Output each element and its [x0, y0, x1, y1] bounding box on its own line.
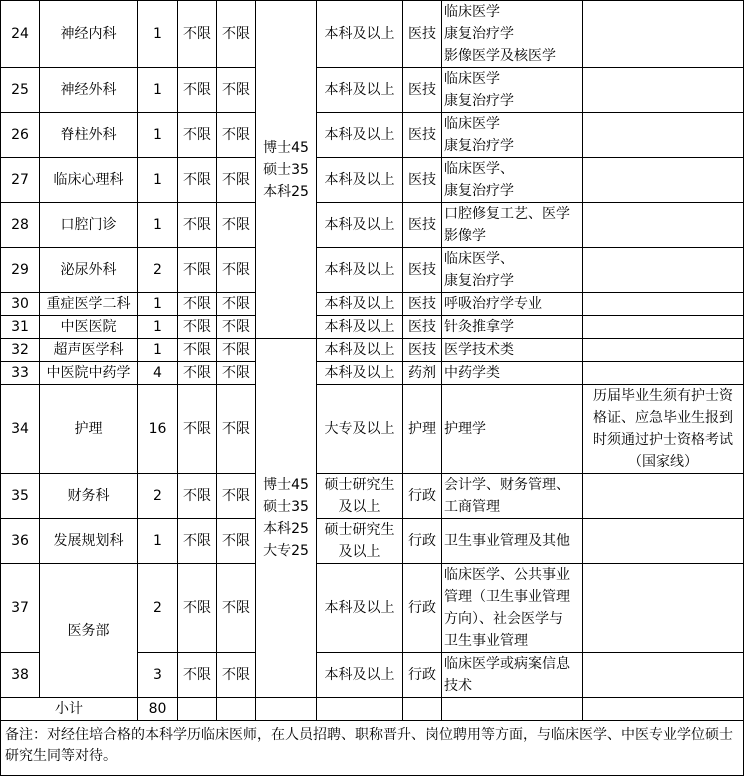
row-number: 26: [1, 113, 40, 158]
empty-cell: [178, 698, 217, 721]
headcount-cell: 1: [138, 339, 178, 362]
education-cell: 本科及以上: [317, 203, 403, 248]
headcount-cell: 1: [138, 68, 178, 113]
gender-cell: 不限: [217, 564, 256, 653]
empty-cell: [583, 698, 744, 721]
row-number: 31: [1, 316, 40, 339]
cell-line: 历届毕业生须有护士资: [593, 388, 733, 404]
cell-line: 本科25: [263, 521, 309, 537]
gender-cell: 不限: [217, 113, 256, 158]
education-cell: [317, 474, 403, 519]
empty-cell: [317, 698, 403, 721]
department-cell: 发展规划科: [40, 519, 138, 564]
age-cell: 不限: [178, 248, 217, 293]
cell-line: 技术: [444, 678, 472, 694]
cell-line: 会计学、财务管理、: [444, 477, 570, 493]
table-row: [1, 339, 744, 362]
category-cell: 行政: [403, 564, 442, 653]
row-number: 38: [1, 653, 40, 698]
cell-line: 康复治疗学: [444, 183, 514, 199]
table-row: [1, 564, 744, 653]
remark-cell: [583, 158, 744, 203]
education-cell: 本科及以上: [317, 113, 403, 158]
category-cell: 医技: [403, 316, 442, 339]
score-cell-group1: [256, 1, 317, 339]
table-row: [1, 519, 744, 564]
gender-cell: 不限: [217, 293, 256, 316]
remark-cell: [583, 113, 744, 158]
table-row: [1, 68, 744, 113]
row-number: 37: [1, 564, 40, 653]
empty-cell: [442, 698, 583, 721]
age-cell: 不限: [178, 316, 217, 339]
major-cell: [442, 1, 583, 68]
age-cell: 不限: [178, 653, 217, 698]
cell-line: 临床医学或病案信息: [444, 656, 570, 672]
major-cell: [442, 339, 583, 362]
cell-line: 临床医学、: [444, 161, 514, 177]
age-cell: 不限: [178, 339, 217, 362]
education-cell: 本科及以上: [317, 653, 403, 698]
cell-line: 医学技术类: [444, 342, 514, 358]
category-cell: 医技: [403, 203, 442, 248]
remark-cell: [583, 385, 744, 474]
gender-cell: 不限: [217, 203, 256, 248]
remark-cell: [583, 339, 744, 362]
cell-line: 影像学: [444, 228, 486, 244]
gender-cell: 不限: [217, 248, 256, 293]
headcount-cell: 4: [138, 362, 178, 385]
row-number: 27: [1, 158, 40, 203]
table-body: [1, 1, 744, 776]
remark-cell: [583, 362, 744, 385]
table-row: [1, 474, 744, 519]
category-cell: 行政: [403, 653, 442, 698]
department-cell: 神经外科: [40, 68, 138, 113]
category-cell: 行政: [403, 474, 442, 519]
cell-line: 康复治疗学: [444, 138, 514, 154]
headcount-cell: 3: [138, 653, 178, 698]
row-number: 33: [1, 362, 40, 385]
remark-cell: [583, 68, 744, 113]
department-cell: 脊柱外科: [40, 113, 138, 158]
department-cell: 医务部: [40, 564, 138, 698]
headcount-cell: 16: [138, 385, 178, 474]
cell-line: 口腔修复工艺、医学: [444, 206, 570, 222]
education-cell: 本科及以上: [317, 1, 403, 68]
cell-line: 管理（卫生事业管理: [444, 589, 570, 605]
major-cell: [442, 362, 583, 385]
department-cell: 中医医院: [40, 316, 138, 339]
cell-line: 工商管理: [444, 499, 500, 515]
note-row: [1, 721, 744, 776]
remark-cell: [583, 248, 744, 293]
department-cell: 泌尿外科: [40, 248, 138, 293]
gender-cell: 不限: [217, 362, 256, 385]
headcount-cell: 1: [138, 158, 178, 203]
major-cell: [442, 248, 583, 293]
subtotal-row: [1, 698, 744, 721]
education-cell: 本科及以上: [317, 316, 403, 339]
department-cell: 财务科: [40, 474, 138, 519]
education-cell: 本科及以上: [317, 564, 403, 653]
department-cell: 口腔门诊: [40, 203, 138, 248]
category-cell: 医技: [403, 1, 442, 68]
row-number: 24: [1, 1, 40, 68]
cell-line: 卫生事业管理: [444, 633, 528, 649]
table-row: [1, 248, 744, 293]
row-number: 34: [1, 385, 40, 474]
education-cell: 大专及以上: [317, 385, 403, 474]
empty-cell: [403, 698, 442, 721]
major-cell: [442, 113, 583, 158]
headcount-cell: 1: [138, 293, 178, 316]
score-cell-group2: [256, 339, 317, 698]
empty-cell: [217, 698, 256, 721]
gender-cell: 不限: [217, 1, 256, 68]
row-number: 25: [1, 68, 40, 113]
row-number: 28: [1, 203, 40, 248]
cell-line: 博士45: [263, 477, 309, 493]
cell-line: 呼吸治疗学专业: [444, 296, 542, 312]
cell-line: 卫生事业管理及其他: [444, 533, 570, 549]
cell-line: 硕士35: [263, 161, 309, 178]
category-cell: 医技: [403, 293, 442, 316]
age-cell: 不限: [178, 158, 217, 203]
headcount-cell: 2: [138, 564, 178, 653]
cell-line: 康复治疗学: [444, 26, 514, 42]
cell-line: 及以上: [338, 499, 381, 515]
category-cell: 医技: [403, 158, 442, 203]
cell-line: 中药学类: [444, 365, 500, 381]
row-number: 35: [1, 474, 40, 519]
remark-cell: [583, 1, 744, 68]
remark-cell: [583, 653, 744, 698]
education-cell: [317, 519, 403, 564]
major-cell: [442, 474, 583, 519]
age-cell: 不限: [178, 293, 217, 316]
cell-line: 临床医学、: [444, 251, 514, 267]
headcount-cell: 1: [138, 203, 178, 248]
remark-cell: [583, 316, 744, 339]
major-cell: [442, 293, 583, 316]
empty-cell: [256, 698, 317, 721]
age-cell: 不限: [178, 68, 217, 113]
department-cell: 护理: [40, 385, 138, 474]
major-cell: [442, 385, 583, 474]
table-row: [1, 158, 744, 203]
remark-cell: [583, 293, 744, 316]
cell-line: 临床医学: [444, 4, 500, 20]
cell-line: 时须通过护士资格考试: [593, 432, 733, 448]
cell-line: 康复治疗学: [444, 273, 514, 289]
age-cell: 不限: [178, 519, 217, 564]
headcount-cell: 1: [138, 519, 178, 564]
remark-cell: [583, 519, 744, 564]
row-number: 30: [1, 293, 40, 316]
table-row: [1, 203, 744, 248]
major-cell: [442, 158, 583, 203]
gender-cell: 不限: [217, 519, 256, 564]
row-number: 36: [1, 519, 40, 564]
headcount-cell: 1: [138, 1, 178, 68]
department-cell: 重症医学二科: [40, 293, 138, 316]
cell-line: 护理学: [444, 421, 486, 437]
subtotal-label: 小计: [1, 698, 138, 721]
major-cell: [442, 316, 583, 339]
cell-line: 临床医学: [444, 116, 500, 132]
gender-cell: 不限: [217, 474, 256, 519]
major-cell: [442, 564, 583, 653]
category-cell: 行政: [403, 519, 442, 564]
gender-cell: 不限: [217, 653, 256, 698]
category-cell: 药剂: [403, 362, 442, 385]
cell-line: 博士45: [263, 139, 309, 156]
subtotal-value: 80: [138, 698, 178, 721]
major-cell: [442, 203, 583, 248]
headcount-cell: 2: [138, 474, 178, 519]
education-cell: 本科及以上: [317, 248, 403, 293]
gender-cell: 不限: [217, 68, 256, 113]
age-cell: 不限: [178, 564, 217, 653]
cell-line: 及以上: [338, 544, 381, 560]
age-cell: 不限: [178, 203, 217, 248]
age-cell: 不限: [178, 362, 217, 385]
age-cell: 不限: [178, 385, 217, 474]
cell-line: 本科25: [263, 183, 309, 200]
table-row: [1, 113, 744, 158]
category-cell: 护理: [403, 385, 442, 474]
cell-line: 影像医学及核医学: [444, 48, 556, 64]
cell-line: 硕士研究生: [324, 522, 395, 538]
education-cell: 本科及以上: [317, 293, 403, 316]
education-cell: 本科及以上: [317, 68, 403, 113]
education-cell: 本科及以上: [317, 339, 403, 362]
age-cell: 不限: [178, 1, 217, 68]
cell-line: 方向）、社会医学与: [444, 611, 563, 627]
cell-line: 临床医学: [444, 71, 500, 87]
cell-line: 格证、应急毕业生报到: [593, 410, 733, 426]
cell-line: 大专25: [263, 543, 309, 559]
department-cell: 神经内科: [40, 1, 138, 68]
cell-line: 临床医学、公共事业: [444, 567, 570, 583]
headcount-cell: 1: [138, 113, 178, 158]
category-cell: 医技: [403, 68, 442, 113]
category-cell: 医技: [403, 339, 442, 362]
table-row: [1, 293, 744, 316]
row-number: 32: [1, 339, 40, 362]
remark-cell: [583, 564, 744, 653]
note-text: 备注：对经住培合格的本科学历临床医师，在人员招聘、职称晋升、岗位聘用等方面，与临床医学、中医专业学位硕士研究生同等对待。: [1, 721, 744, 776]
department-cell: 临床心理科: [40, 158, 138, 203]
gender-cell: 不限: [217, 339, 256, 362]
cell-line: （国家线）: [628, 454, 698, 470]
education-cell: 本科及以上: [317, 362, 403, 385]
remark-cell: [583, 474, 744, 519]
gender-cell: 不限: [217, 158, 256, 203]
headcount-cell: 1: [138, 316, 178, 339]
table-row: [1, 362, 744, 385]
cell-line: 针灸推拿学: [444, 319, 514, 335]
age-cell: 不限: [178, 113, 217, 158]
category-cell: 医技: [403, 113, 442, 158]
major-cell: [442, 68, 583, 113]
major-cell: [442, 653, 583, 698]
cell-line: 硕士35: [263, 499, 309, 515]
cell-line: 硕士研究生: [324, 477, 395, 493]
remark-cell: [583, 203, 744, 248]
table-row: [1, 385, 744, 474]
headcount-cell: 2: [138, 248, 178, 293]
gender-cell: 不限: [217, 385, 256, 474]
row-number: 29: [1, 248, 40, 293]
age-cell: 不限: [178, 474, 217, 519]
education-cell: 本科及以上: [317, 158, 403, 203]
category-cell: 医技: [403, 248, 442, 293]
department-cell: 中医院中药学: [40, 362, 138, 385]
department-cell: 超声医学科: [40, 339, 138, 362]
table-row: [1, 316, 744, 339]
gender-cell: 不限: [217, 316, 256, 339]
table-row: [1, 1, 744, 68]
major-cell: [442, 519, 583, 564]
cell-line: 康复治疗学: [444, 93, 514, 109]
